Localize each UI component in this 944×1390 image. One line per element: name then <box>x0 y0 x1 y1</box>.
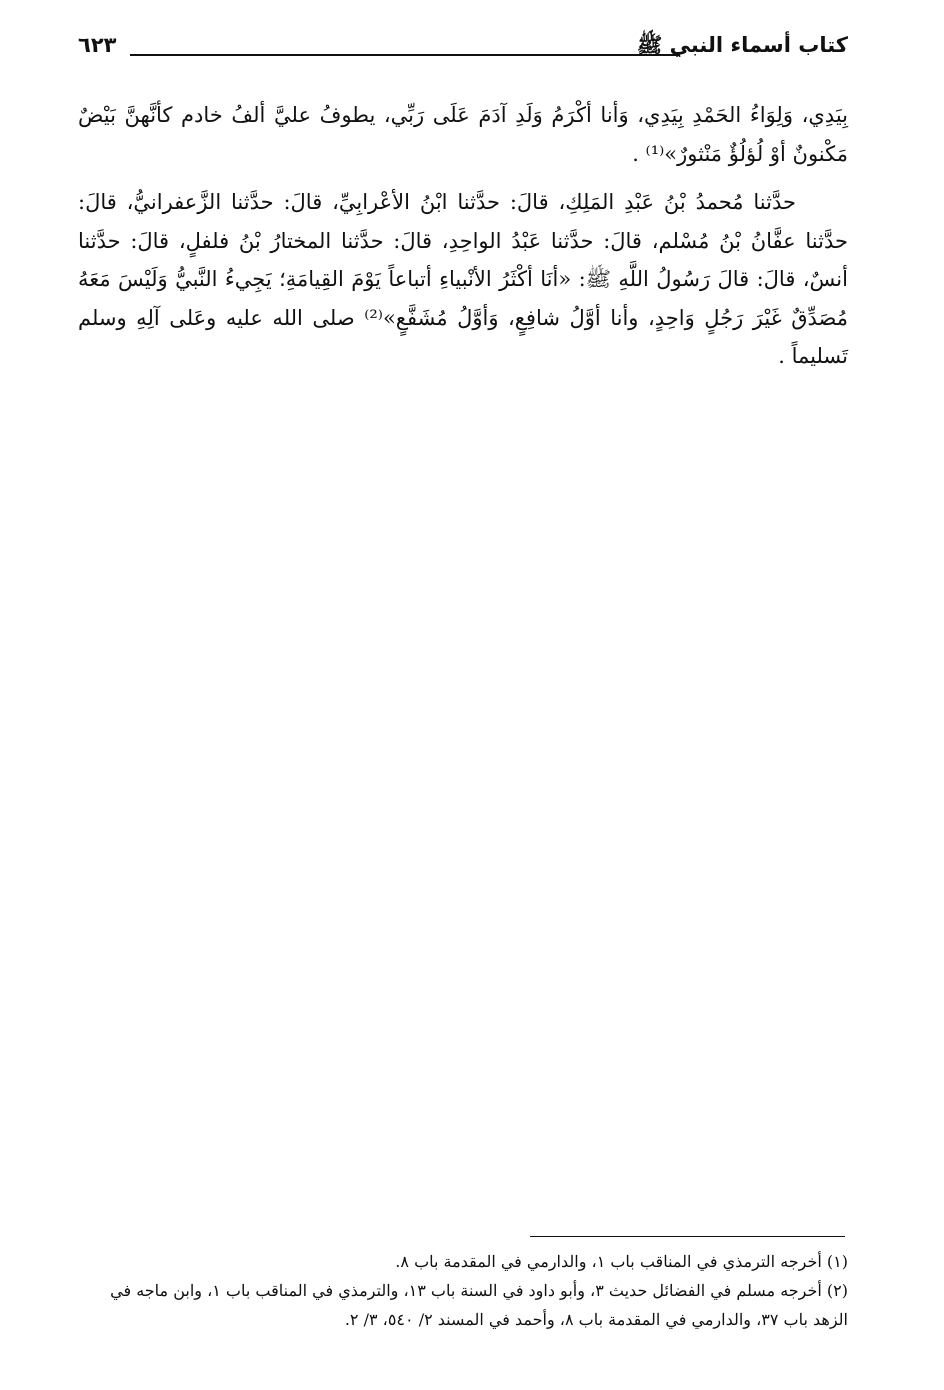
footnote-1: (١) أخرجه الترمذي في المناقب باب ١، والدارمي في المقدمة باب ٨. <box>395 1252 848 1271</box>
running-title: كتاب أسماء النبي ﷺ <box>636 33 848 57</box>
paragraph-1: بِيَدِي، وَلِوَاءُ الحَمْدِ بِيَدِي، وَأنا أكْرَمُ وَلَدِ آدَمَ عَلَى رَبِّي، يطوفُ عليَّ ألفُ خادم كأنَّهنَّ بَيْضٌ مَكْنونٌ أوْ لُؤلُؤٌ مَنْثورٌ»⁽¹⁾ . <box>78 103 848 166</box>
page-number: ٦٢٣ <box>78 33 117 57</box>
footnote-separator <box>530 1236 845 1237</box>
paragraph-2: حدَّثنا مُحمدُ بْنُ عَبْدِ المَلِكِ، قالَ: حدَّثنا ابْنُ الأعْرابِيِّ، قالَ: حدَّثنا الزَّعفرانيُّ، قالَ: حدَّثنا عفَّانُ بْنُ مُسْلم، قالَ: حدَّثنا عَبْدُ الواحِدِ، قالَ: حدَّثنا المختارُ بْنُ فلفلٍ، قالَ: حدَّثنا أنسٌ، قالَ: قالَ رَسُولُ اللَّهِ ﷺ: «أنَا أكْثَرُ الأنْبياءِ أتباعاً يَوْمَ القِيامَةِ؛ يَجِيءُ النَّبيُّ وَلَيْسَ مَعَهُ مُصَدِّقٌ غَيْرَ رَجُلٍ وَاحِدٍ، وأنا أوَّلُ شافِعٍ، وَأوَّلُ مُشَفَّعٍ»⁽²⁾ صلى الله عليه وعَلى آلِهِ وسلم تَسليماً . <box>78 190 848 368</box>
header-rule <box>130 54 680 56</box>
footnotes <box>78 1247 848 1334</box>
footnote-2: (٢) أخرجه مسلم في الفضائل حديث ٣، وأبو داود في السنة باب ١٣، والترمذي في المناقب باب ١، وابن ماجه في الزهد باب ٣٧، والدارمي في المقدمة باب ٨، وأحمد في المسند ٢/ ٥٤٠، ٣/ ٢. <box>110 1281 848 1329</box>
main-text <box>78 96 848 376</box>
page-header <box>78 30 848 68</box>
